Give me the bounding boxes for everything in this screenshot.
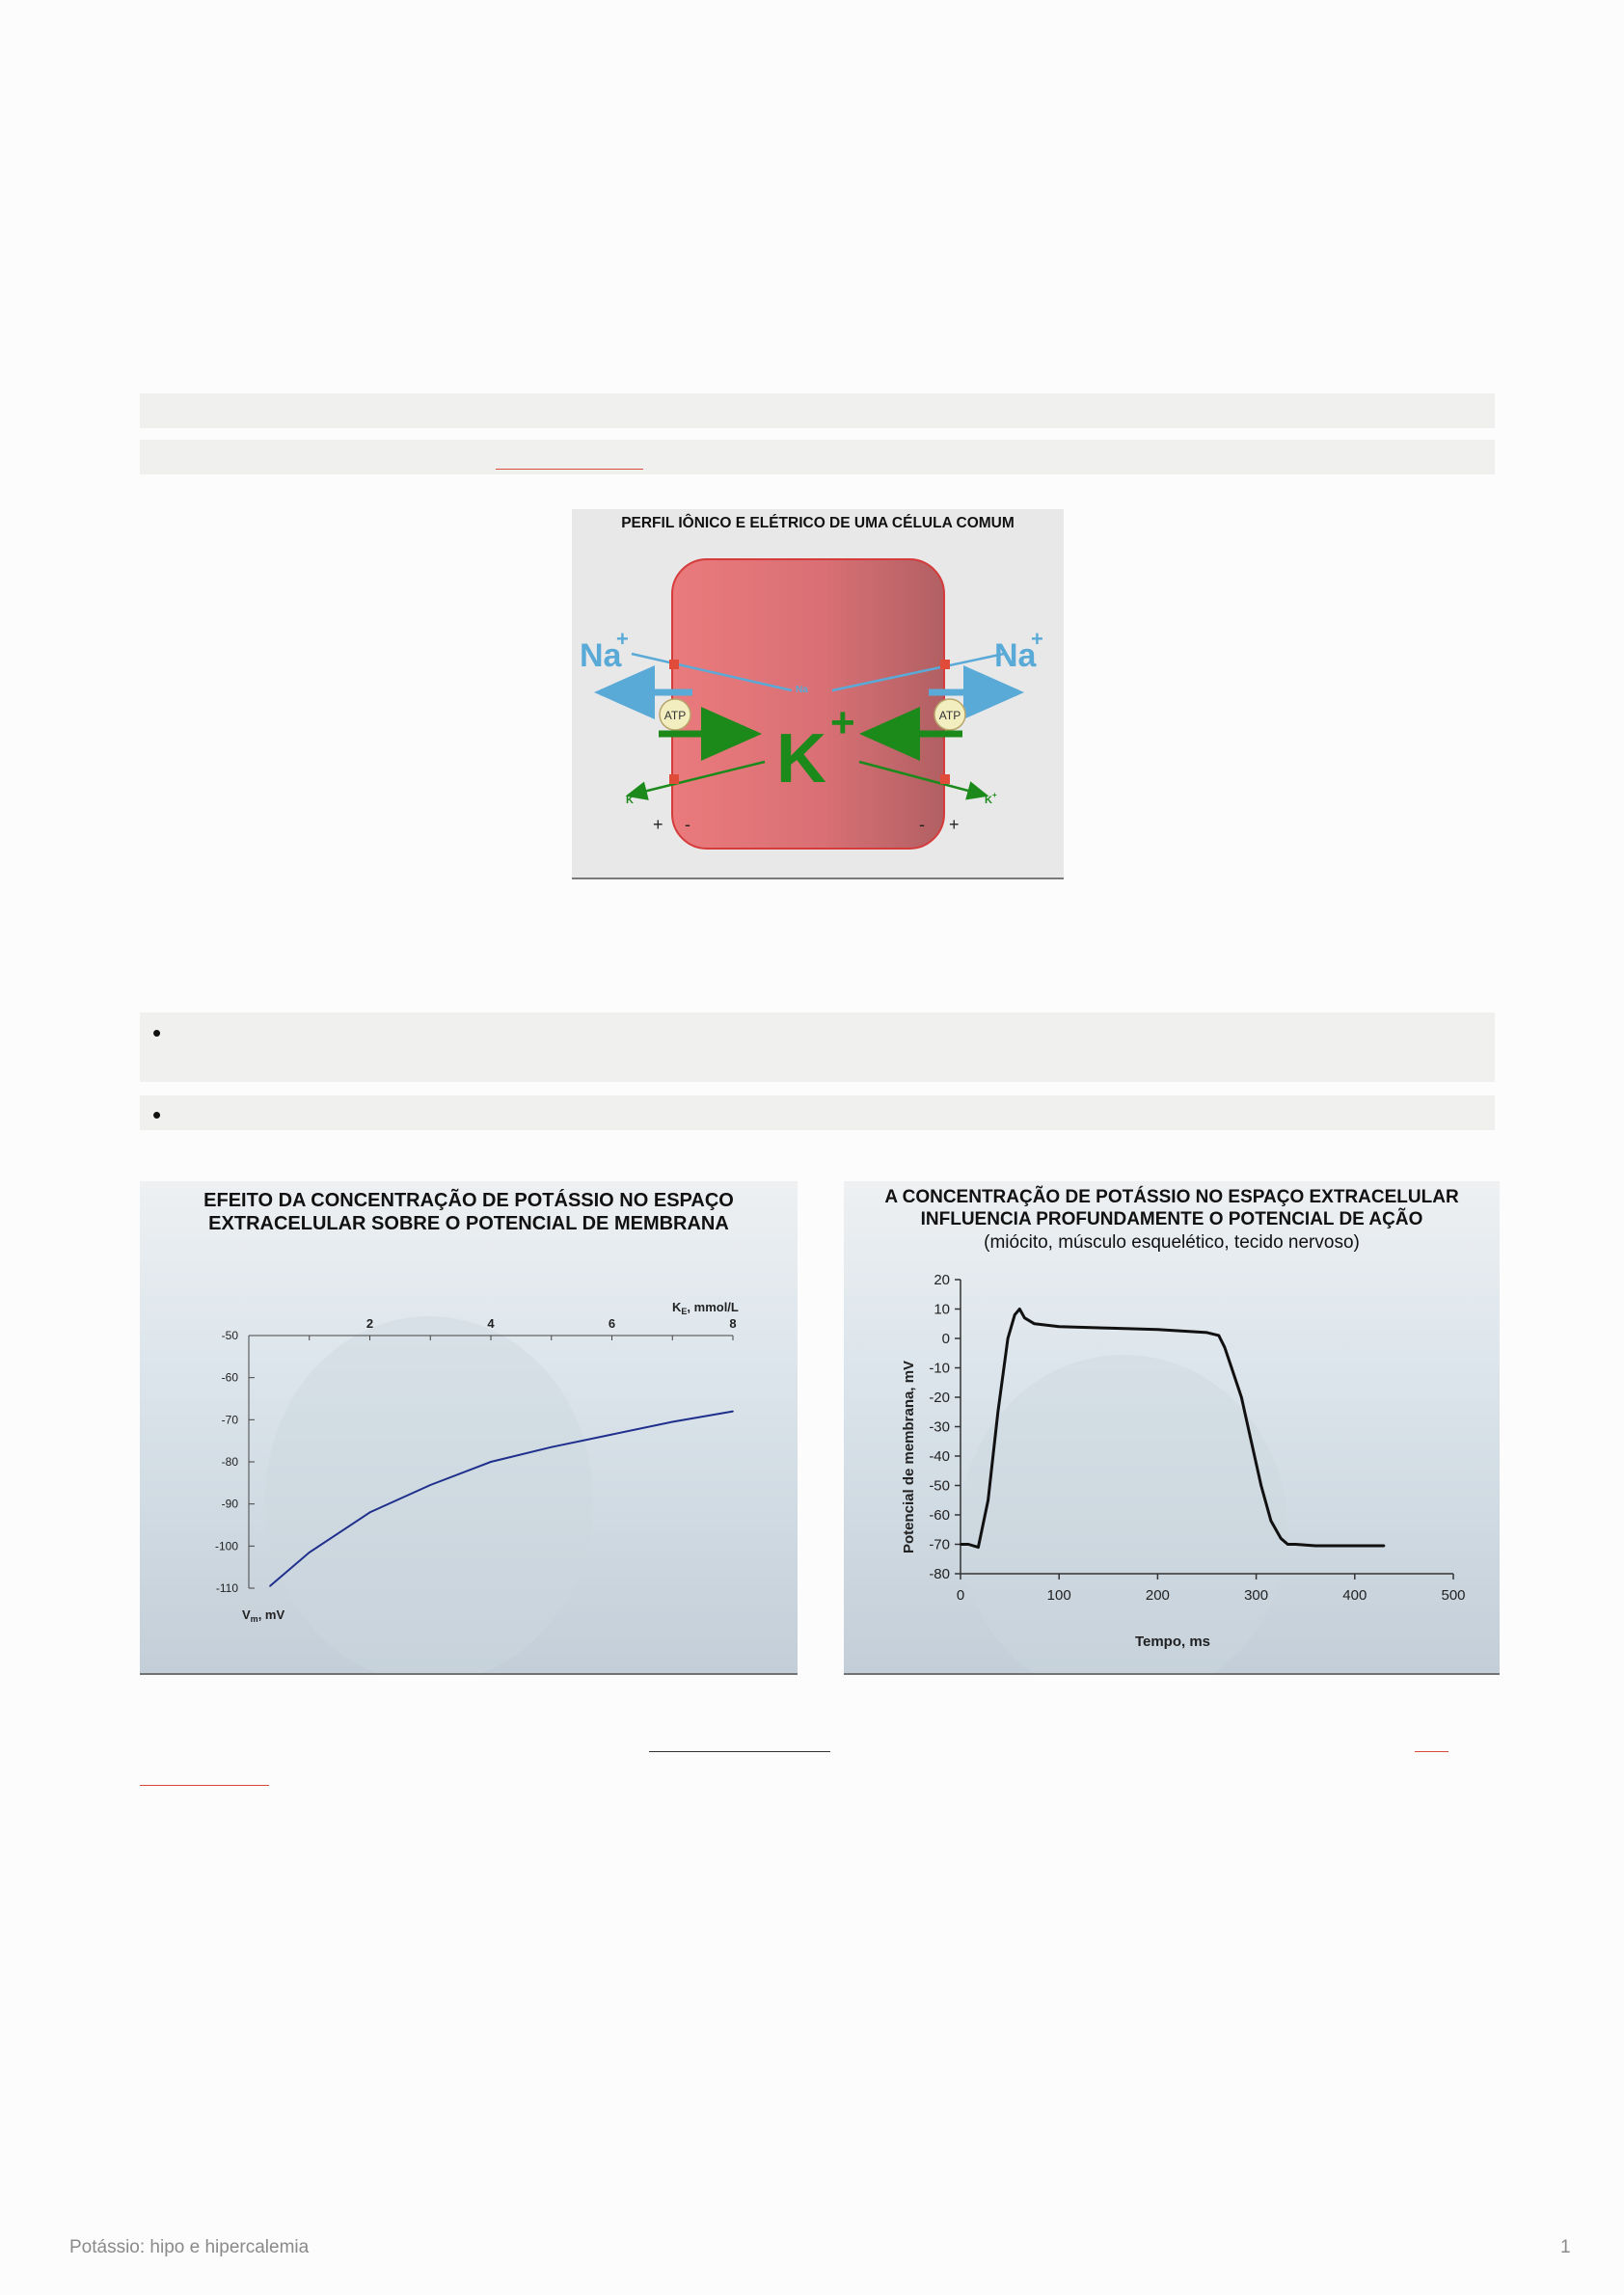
chart-title-line1: A CONCENTRAÇÃO DE POTÁSSIO NO ESPAÇO EXTRACELULAR: [884, 1187, 1459, 1207]
bullet-marker-2: •: [152, 1100, 162, 1129]
bullet-item-1: [140, 1012, 1495, 1082]
x-tick-label: 8: [729, 1316, 737, 1331]
data-point: [1354, 1545, 1356, 1547]
y-tick-label: -60: [221, 1370, 238, 1385]
y-tick-label: -100: [214, 1539, 238, 1553]
y-tick-label: -10: [929, 1360, 950, 1377]
data-point: [1231, 1367, 1232, 1369]
atp-label-right: ATP: [938, 709, 961, 722]
na-small-inside: Na: [796, 685, 808, 695]
x-tick-label: 4: [487, 1316, 495, 1331]
cell-body: [672, 559, 944, 849]
data-point: [997, 1411, 999, 1413]
y-tick-label: -50: [221, 1329, 238, 1342]
na-ion-label-left: Na: [580, 637, 622, 674]
sign-minus-right: -: [919, 815, 925, 834]
bullet-marker-1: •: [152, 1018, 162, 1047]
sign-plus-right: +: [949, 815, 960, 834]
data-point: [1280, 1537, 1282, 1539]
x-tick-label: 6: [608, 1316, 616, 1331]
chart-title-line2: EXTRACELULAR SOBRE O POTENCIAL DE MEMBRANA: [208, 1213, 729, 1234]
na-charge-left: +: [616, 627, 629, 651]
k-charge-inside: +: [830, 699, 855, 746]
svg-text:+: +: [992, 791, 997, 799]
chart-title-line1: EFEITO DA CONCENTRAÇÃO DE POTÁSSIO NO ESPAÇO: [203, 1190, 734, 1211]
data-point: [1224, 1346, 1226, 1348]
chart-subtitle: (miócito, músculo esquelético, tecido nervoso): [984, 1232, 1360, 1253]
data-point: [1260, 1485, 1262, 1487]
y-tick-label: 10: [934, 1301, 950, 1318]
y-tick-label: -40: [929, 1448, 950, 1465]
x-tick-label: 200: [1145, 1587, 1170, 1604]
data-point: [1206, 1332, 1208, 1334]
k-small-left: K: [626, 795, 634, 806]
sign-minus-left: -: [685, 815, 690, 834]
data-point: [429, 1484, 431, 1486]
data-point: [309, 1552, 311, 1553]
data-point: [1023, 1317, 1025, 1319]
data-point: [611, 1434, 613, 1436]
data-point: [1383, 1545, 1385, 1547]
k-channel-left: [669, 774, 679, 784]
data-point: [988, 1499, 989, 1501]
x-axis-label: Tempo, ms: [1134, 1634, 1211, 1650]
chart-title-line2: INFLUENCIA PROFUNDAMENTE O POTENCIAL DE AÇÃO: [920, 1209, 1423, 1229]
data-point: [1107, 1327, 1109, 1329]
action-potential-chart: [844, 1181, 1500, 1675]
data-point: [960, 1544, 961, 1546]
atp-label-left: ATP: [663, 709, 687, 722]
y-tick-label: -50: [929, 1477, 950, 1495]
data-point: [1250, 1441, 1252, 1443]
sign-plus-left: +: [653, 815, 663, 834]
x-tick-label: 2: [365, 1316, 374, 1331]
data-point: [1156, 1329, 1158, 1331]
data-point: [1058, 1326, 1060, 1328]
data-point: [967, 1544, 969, 1546]
data-point: [1007, 1337, 1009, 1339]
na-ion-label-right: Na: [994, 637, 1037, 674]
x-axis-label: $K_E$, mmol/L: [672, 1300, 739, 1316]
k-ion-inside: K: [776, 720, 826, 797]
data-point: [1270, 1520, 1272, 1522]
data-point: [490, 1461, 492, 1463]
y-tick-label: -70: [221, 1413, 238, 1427]
y-tick-label: -20: [929, 1390, 950, 1406]
y-axis-label: Potencial de membrana, mV: [901, 1360, 917, 1554]
bullet-item-2: [140, 1095, 1495, 1130]
membrane-potential-chart: [140, 1181, 798, 1675]
y-tick-label: -90: [221, 1497, 238, 1511]
data-point: [1314, 1545, 1316, 1547]
plain-underline: [649, 1751, 830, 1752]
link-underline-3[interactable]: [140, 1785, 269, 1786]
data-point: [732, 1411, 734, 1413]
data-point: [1018, 1309, 1020, 1310]
data-point: [1034, 1323, 1036, 1325]
x-tick-label: 500: [1441, 1587, 1466, 1604]
data-point: [1218, 1335, 1220, 1336]
y-axis-label: $V_m$, mV: [242, 1607, 285, 1624]
k-small-right: K: [985, 795, 992, 806]
link-underline-2[interactable]: [1415, 1751, 1448, 1752]
na-charge-right: +: [1031, 627, 1043, 651]
na-channel-right: [940, 660, 950, 669]
data-point: [369, 1512, 371, 1514]
figure-title: PERFIL IÔNICO E ELÉTRICO DE UMA CÉLULA COMUM: [621, 515, 1015, 531]
x-tick-label: 100: [1046, 1587, 1071, 1604]
y-tick-label: -60: [929, 1507, 950, 1524]
data-point: [1240, 1396, 1242, 1398]
y-tick-label: -80: [929, 1566, 950, 1582]
text-line-highlight-1: [140, 393, 1495, 428]
y-tick-label: -30: [929, 1418, 950, 1436]
data-point: [977, 1547, 979, 1549]
data-point: [1014, 1314, 1015, 1316]
text-line-highlight-2: [140, 440, 1495, 474]
data-point: [671, 1421, 673, 1423]
data-point: [269, 1585, 271, 1587]
y-tick-label: 20: [934, 1272, 950, 1288]
x-tick-label: 300: [1244, 1587, 1269, 1604]
page-number: 1: [1560, 2237, 1571, 2257]
link-underline-1[interactable]: [496, 469, 643, 470]
y-tick-label: 0: [941, 1331, 950, 1347]
y-tick-label: -110: [215, 1581, 238, 1595]
data-point: [551, 1446, 553, 1448]
y-tick-label: -70: [929, 1536, 950, 1553]
background-watermark: [265, 1316, 593, 1675]
data-point: [1286, 1544, 1288, 1546]
y-tick-label: -80: [221, 1455, 238, 1469]
x-tick-label: 0: [956, 1587, 965, 1604]
svg-text:+: +: [634, 791, 638, 799]
data-point: [1294, 1544, 1296, 1546]
na-channel-left: [669, 660, 679, 669]
footer-title: Potássio: hipo e hipercalemia: [69, 2237, 310, 2257]
x-tick-label: 400: [1342, 1587, 1367, 1604]
cell-ion-figure: [572, 509, 1064, 879]
k-channel-right: [940, 774, 950, 784]
